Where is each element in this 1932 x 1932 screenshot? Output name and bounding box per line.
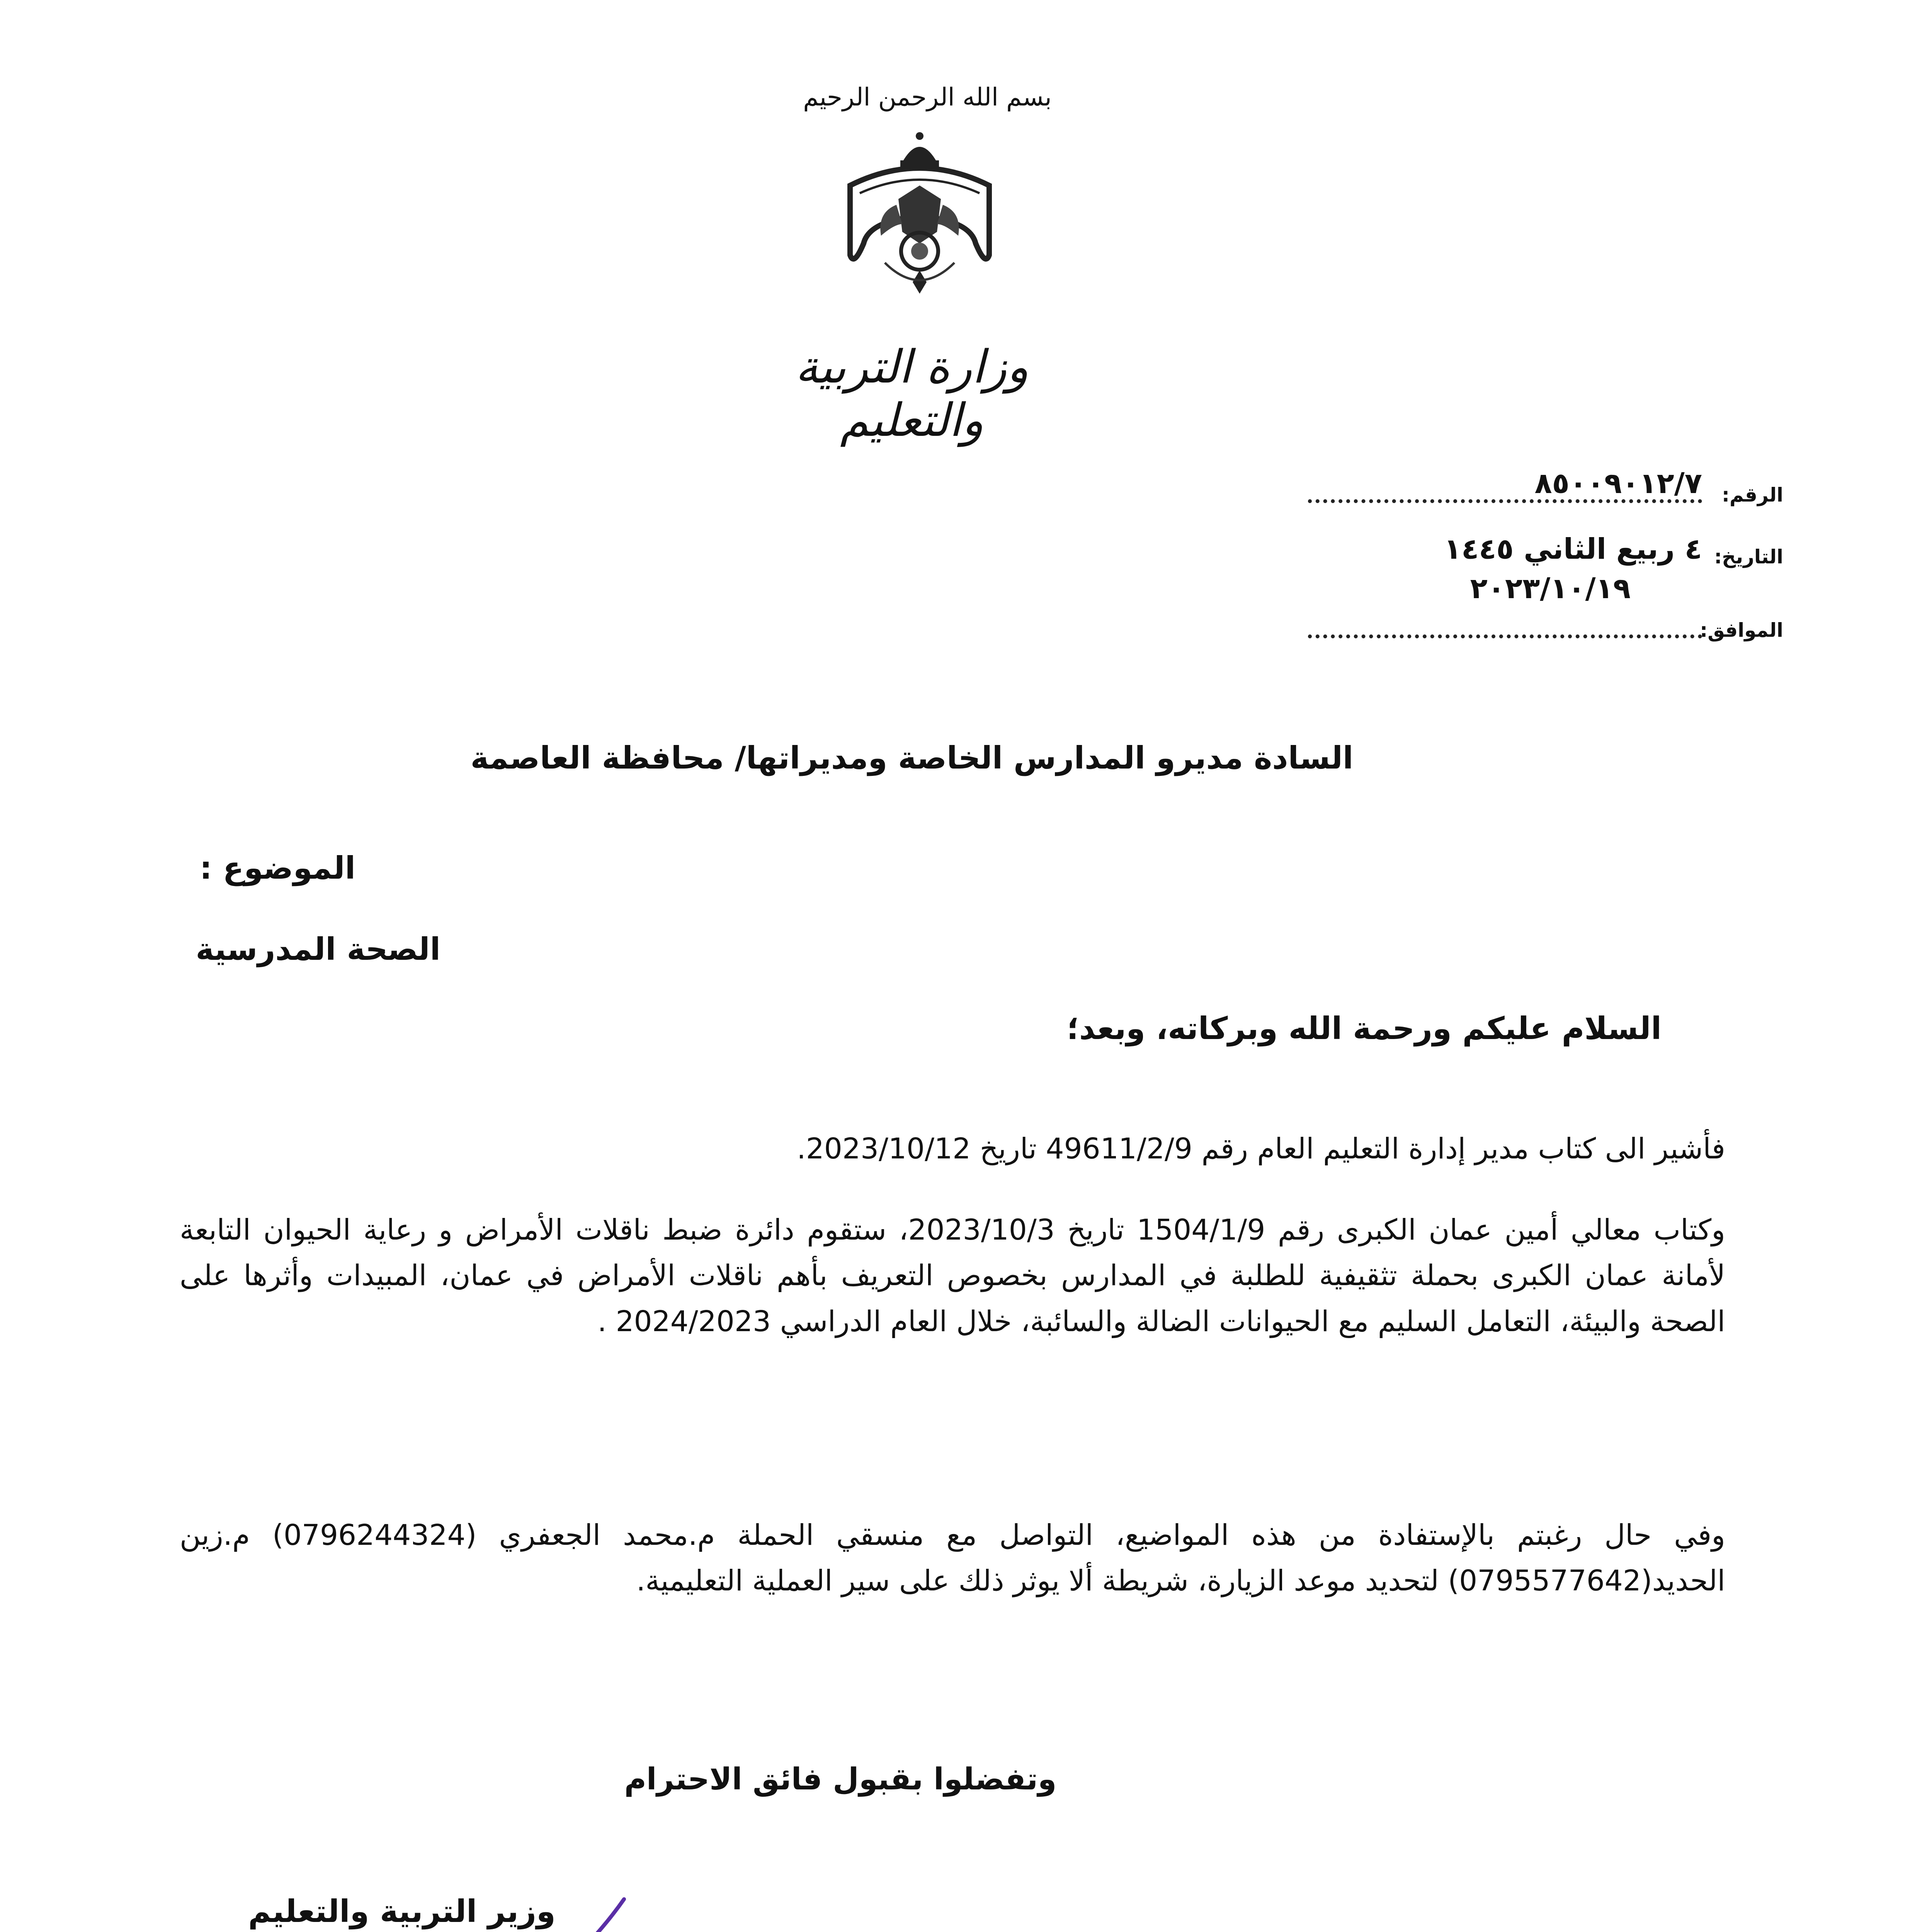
reference-muwafiq-value: ٢٠٢٣/١٠/١٩ xyxy=(1470,572,1631,605)
closing-line: وتفضلوا بقبول فائق الاحترام xyxy=(624,1762,1057,1797)
body-paragraph-1: فأشير الى كتاب مدير إدارة التعليم العام رقم 49611/2/9 تاريخ 2023/10/12. xyxy=(797,1132,1725,1165)
greeting: السلام عليكم ورحمة الله وبركاته، وبعد؛ xyxy=(1066,1010,1662,1046)
reference-date-row xyxy=(1296,518,1783,568)
addressee: السادة مديرو المدارس الخاصة ومديراتها/ محافظة العاصمة xyxy=(470,740,1354,776)
reference-muwafiq-label: الموافق: xyxy=(1700,619,1783,641)
jordan-coat-of-arms-icon xyxy=(823,128,1016,313)
basmala: بسم الله الرحمن الرحيم xyxy=(803,83,1052,112)
body-paragraph-3: وفي حال رغبتم بالإستفادة من هذه المواضيع، التواصل مع منسقي الحملة م.محمد الجعفري (0796244324) م.زين الحديد(0795577642) لتحديد موعد الزيارة، شريطة ألا يوثر ذلك على سير العملية التعليمية. xyxy=(180,1519,1725,1598)
reference-muwafiq-row xyxy=(1296,591,1783,641)
reference-number-value: ٨٥٠٠٩٠١٢/٧ xyxy=(1308,468,1702,503)
signature-tick-icon xyxy=(587,1895,630,1932)
signatory-title: وزير التربية والتعليم xyxy=(248,1893,556,1929)
reference-number-label: الرقم: xyxy=(1722,484,1783,506)
ministry-name: وزارة التربية والتعليم xyxy=(795,340,1029,447)
reference-number-row xyxy=(1296,456,1783,506)
subject-title: الصحة المدرسية xyxy=(196,931,440,967)
reference-date-label: التاريخ: xyxy=(1714,546,1783,568)
body-paragraph-2: وكتاب معالي أمين عمان الكبرى رقم 1504/1/9 تاريخ 2023/10/3، ستقوم دائرة ضبط ناقلات الأمراض و رعاية الحيوان التابعة لأمانة عمان الكبرى بحملة تثقيفية للطلبة في المدارس بخصوص التعريف بأهم ناقلات الأمراض في عمان، المبيدات وأثرها على الصحة والبيئة، التعامل السليم مع الحيوانات الضالة والسائبة، خلال العام الدراسي 2024/2023 . xyxy=(180,1213,1725,1338)
reference-muwafiq-line xyxy=(1308,634,1702,638)
reference-date-value: ٤ ربيع الثاني ١٤٤٥ xyxy=(1444,532,1702,566)
subject-label: الموضوع : xyxy=(199,850,355,886)
